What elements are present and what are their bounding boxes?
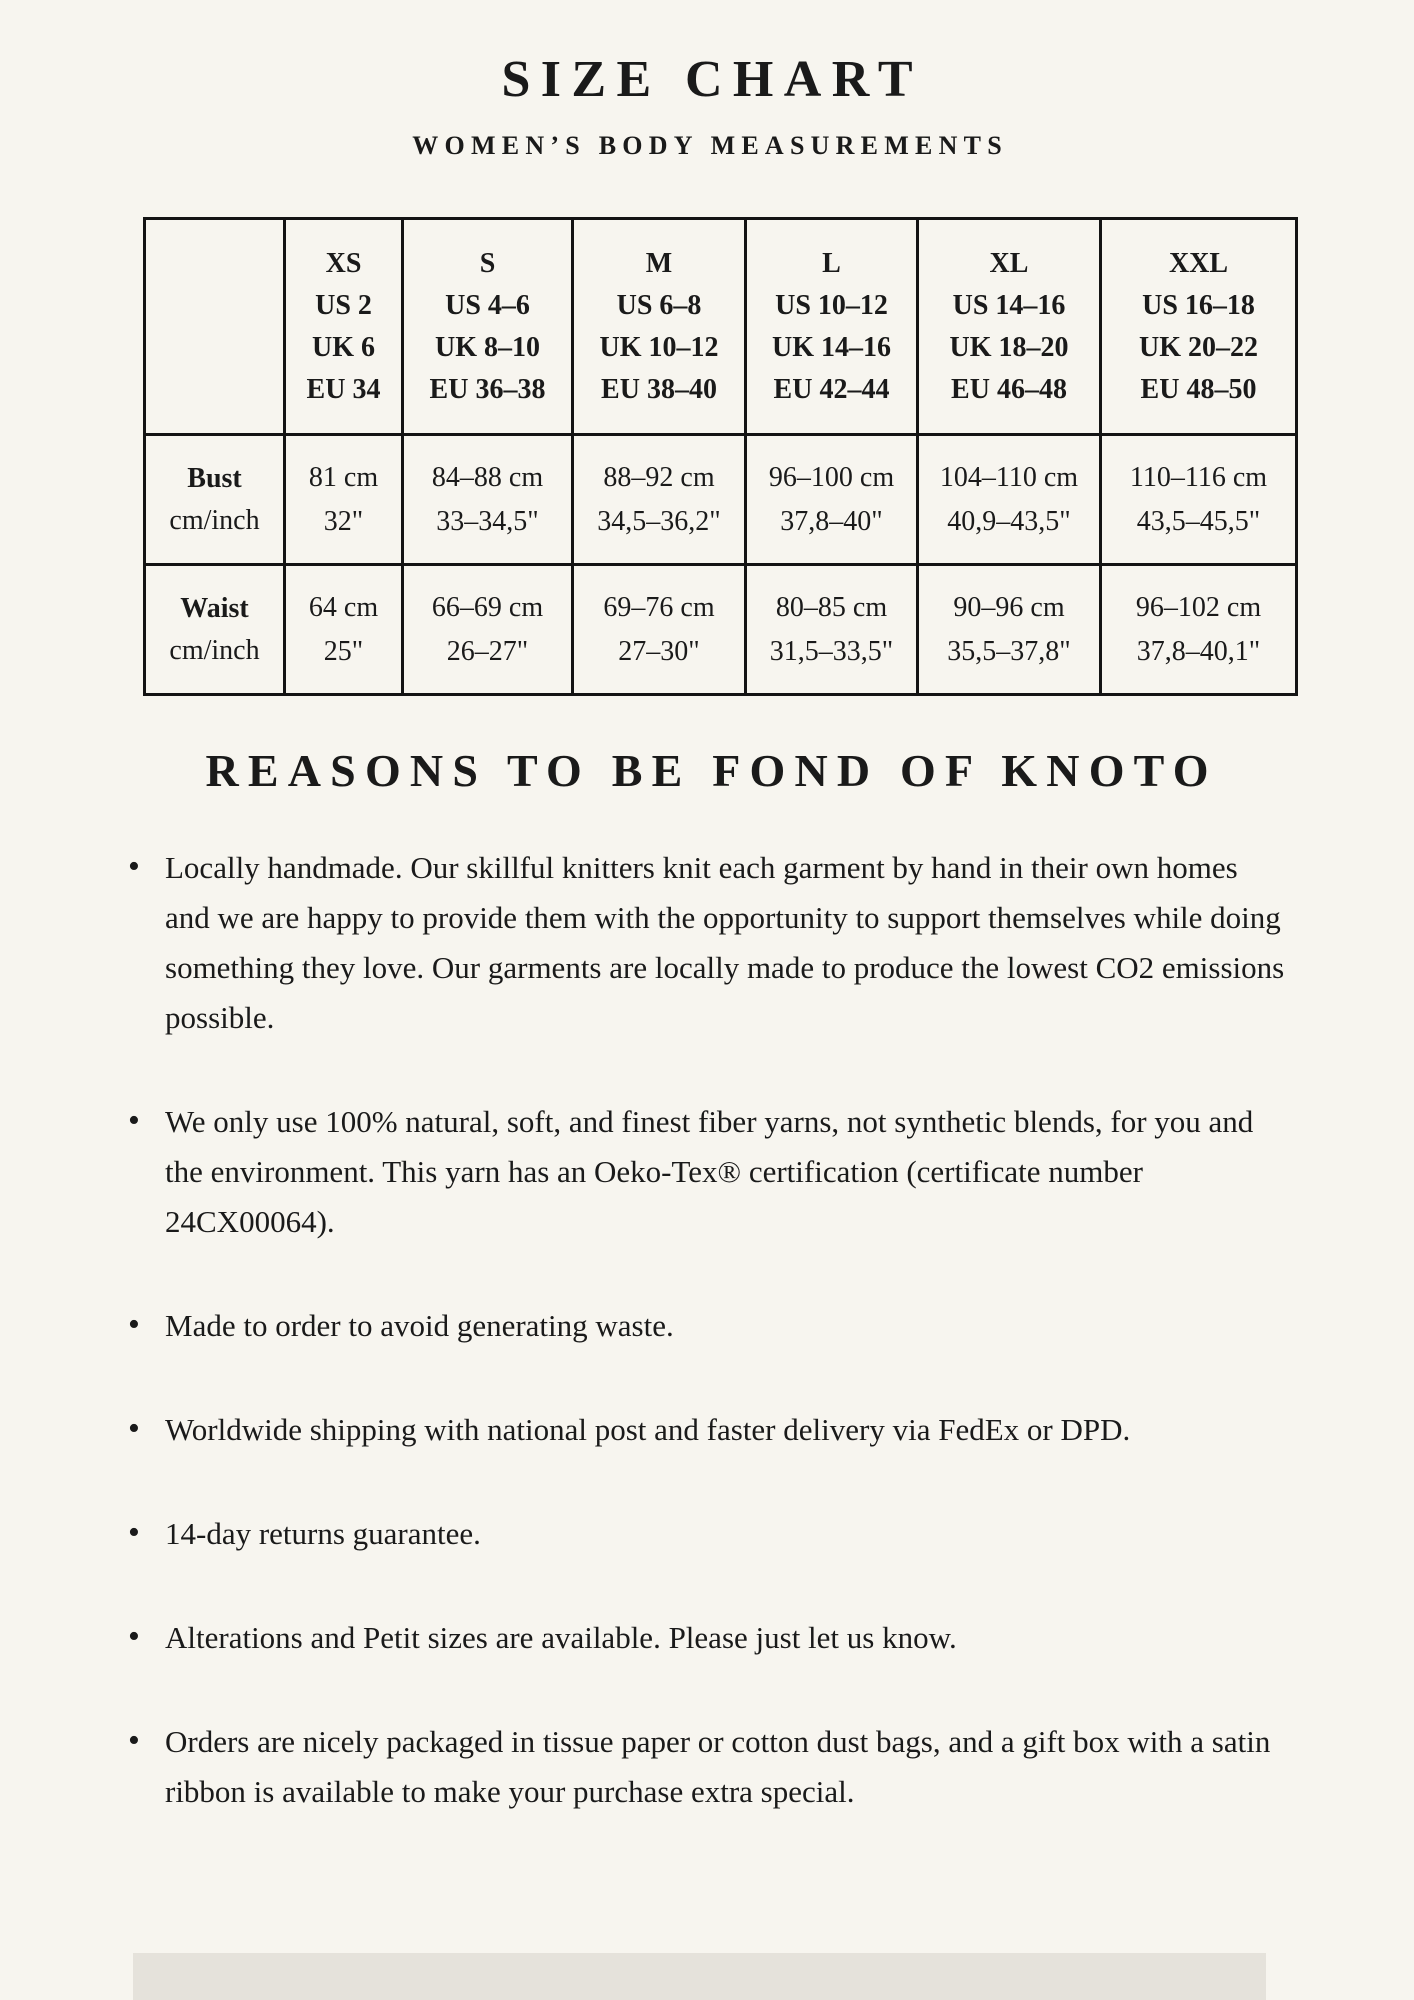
measurement-cell xyxy=(573,435,746,565)
measurement-inch: 40,9–43,5" xyxy=(947,505,1071,537)
measurement-inch: 26–27" xyxy=(446,635,529,667)
size-header-row xyxy=(145,219,1297,435)
table-corner-cell xyxy=(145,219,285,435)
reason-item xyxy=(128,1301,1290,1351)
measurement-cell xyxy=(746,565,918,695)
us-size: US 16–18 xyxy=(1142,289,1255,321)
reason-text: Worldwide shipping with national post and faster delivery via FedEx or DPD. xyxy=(165,1412,1131,1447)
measurement-inch: 37,8–40" xyxy=(780,505,883,537)
measurement-inch: 35,5–37,8" xyxy=(947,635,1071,667)
page-title: SIZE CHART xyxy=(501,51,923,108)
eu-size: EU 34 xyxy=(306,373,381,405)
size-column-header xyxy=(746,219,918,435)
measurement-cm: 64 cm xyxy=(308,592,379,624)
size-chart-table xyxy=(143,217,1298,696)
eu-size: EU 42–44 xyxy=(773,373,890,405)
row-label-unit: cm/inch xyxy=(169,634,260,666)
measurement-cell xyxy=(573,565,746,695)
reason-text: We only use 100% natural, soft, and finest fiber yarns, not synthetic blends, for you and the environment. This yarn has an Oeko-Tex® certification (certificate number 24CX00064). xyxy=(165,1104,1254,1239)
bullet-icon: • xyxy=(128,1102,140,1139)
measurement-cell xyxy=(746,435,918,565)
reason-item xyxy=(128,1509,1290,1559)
measurement-inch: 34,5–36,2" xyxy=(597,505,721,537)
measurement-inch: 33–34,5" xyxy=(436,505,539,537)
measurement-cm: 66–69 cm xyxy=(431,592,544,624)
measurement-cm: 90–96 cm xyxy=(953,592,1065,624)
measurement-inch: 32" xyxy=(323,505,364,537)
size-name: XL xyxy=(989,247,1029,279)
table-row xyxy=(145,565,1297,695)
section-heading: REASONS TO BE FOND OF KNOTO xyxy=(205,745,1218,796)
reasons-list xyxy=(128,843,1290,1817)
reason-item xyxy=(128,1097,1290,1247)
eu-size: EU 36–38 xyxy=(429,373,546,405)
reason-text: Made to order to avoid generating waste. xyxy=(165,1308,674,1343)
measurement-cm: 110–116 cm xyxy=(1129,462,1268,494)
size-column-header xyxy=(403,219,573,435)
measurement-inch: 31,5–33,5" xyxy=(769,635,894,667)
us-size: US 6–8 xyxy=(616,289,702,321)
size-name: XXL xyxy=(1168,247,1229,279)
uk-size: UK 20–22 xyxy=(1139,331,1258,363)
measurement-cell xyxy=(918,435,1101,565)
size-name: M xyxy=(645,247,673,279)
size-name: L xyxy=(822,247,841,279)
bullet-icon: • xyxy=(128,1618,140,1655)
measurement-cm: 80–85 cm xyxy=(775,592,888,624)
row-label-unit: cm/inch xyxy=(169,504,260,536)
reason-item xyxy=(128,843,1290,1043)
measurement-inch: 25" xyxy=(323,635,364,667)
reason-text: Locally handmade. Our skillful knitters knit each garment by hand in their own homes and we are happy to provide them with the opportunity to support themselves while doing something they love. Our garments are locally made to produce the lowest CO2 emissions possible. xyxy=(165,850,1285,1035)
row-label-cell xyxy=(145,435,285,565)
uk-size: UK 6 xyxy=(312,331,375,363)
size-column-header xyxy=(285,219,403,435)
measurement-cell xyxy=(1101,435,1297,565)
measurement-cm: 104–110 cm xyxy=(939,462,1079,494)
measurement-cell xyxy=(285,565,403,695)
reason-text: Alterations and Petit sizes are available. Please just let us know. xyxy=(165,1620,957,1655)
bullet-icon: • xyxy=(128,848,140,885)
measurement-inch: 27–30" xyxy=(618,635,700,667)
bottom-band xyxy=(133,1953,1266,2000)
measurement-cell xyxy=(1101,565,1297,695)
us-size: US 14–16 xyxy=(952,289,1066,321)
us-size: US 2 xyxy=(315,289,372,321)
measurement-cell xyxy=(403,435,573,565)
bullet-icon: • xyxy=(128,1306,140,1343)
table-row xyxy=(145,435,1297,565)
uk-size: UK 18–20 xyxy=(949,331,1069,363)
page-subtitle: WOMEN’S BODY MEASUREMENTS xyxy=(412,131,1008,160)
size-column-header xyxy=(1101,219,1297,435)
reason-item xyxy=(128,1613,1290,1663)
eu-size: EU 38–40 xyxy=(601,373,717,405)
eu-size: EU 46–48 xyxy=(951,373,1067,405)
measurement-cm: 96–100 cm xyxy=(768,462,895,494)
row-label-cell xyxy=(145,565,285,695)
measurement-inch: 43,5–45,5" xyxy=(1136,505,1261,537)
reason-text: 14-day returns guarantee. xyxy=(165,1516,481,1551)
size-name: XS xyxy=(325,247,362,279)
size-name: S xyxy=(479,247,496,279)
row-label-name: Bust xyxy=(187,462,242,494)
us-size: US 10–12 xyxy=(775,289,888,321)
bullet-icon: • xyxy=(128,1410,140,1447)
measurement-cm: 96–102 cm xyxy=(1135,592,1262,624)
reason-text: Orders are nicely packaged in tissue paper or cotton dust bags, and a gift box with a satin ribbon is available to make your purchase extra special. xyxy=(165,1724,1271,1809)
row-label-name: Waist xyxy=(180,592,249,624)
measurement-cm: 81 cm xyxy=(308,462,379,494)
bullet-icon: • xyxy=(128,1514,140,1551)
uk-size: UK 10–12 xyxy=(599,331,719,363)
size-column-header xyxy=(573,219,746,435)
size-column-header xyxy=(918,219,1101,435)
us-size: US 4–6 xyxy=(445,289,530,321)
measurement-cm: 84–88 cm xyxy=(431,462,544,494)
measurement-inch: 37,8–40,1" xyxy=(1136,635,1261,667)
measurement-cm: 69–76 cm xyxy=(603,592,715,624)
reason-item xyxy=(128,1717,1290,1817)
measurement-cell xyxy=(918,565,1101,695)
reason-item xyxy=(128,1405,1290,1455)
eu-size: EU 48–50 xyxy=(1140,373,1257,405)
measurement-cell xyxy=(285,435,403,565)
measurement-cell xyxy=(403,565,573,695)
measurement-cm: 88–92 cm xyxy=(603,462,715,494)
bullet-icon: • xyxy=(128,1722,140,1759)
uk-size: UK 8–10 xyxy=(435,331,540,363)
uk-size: UK 14–16 xyxy=(772,331,891,363)
